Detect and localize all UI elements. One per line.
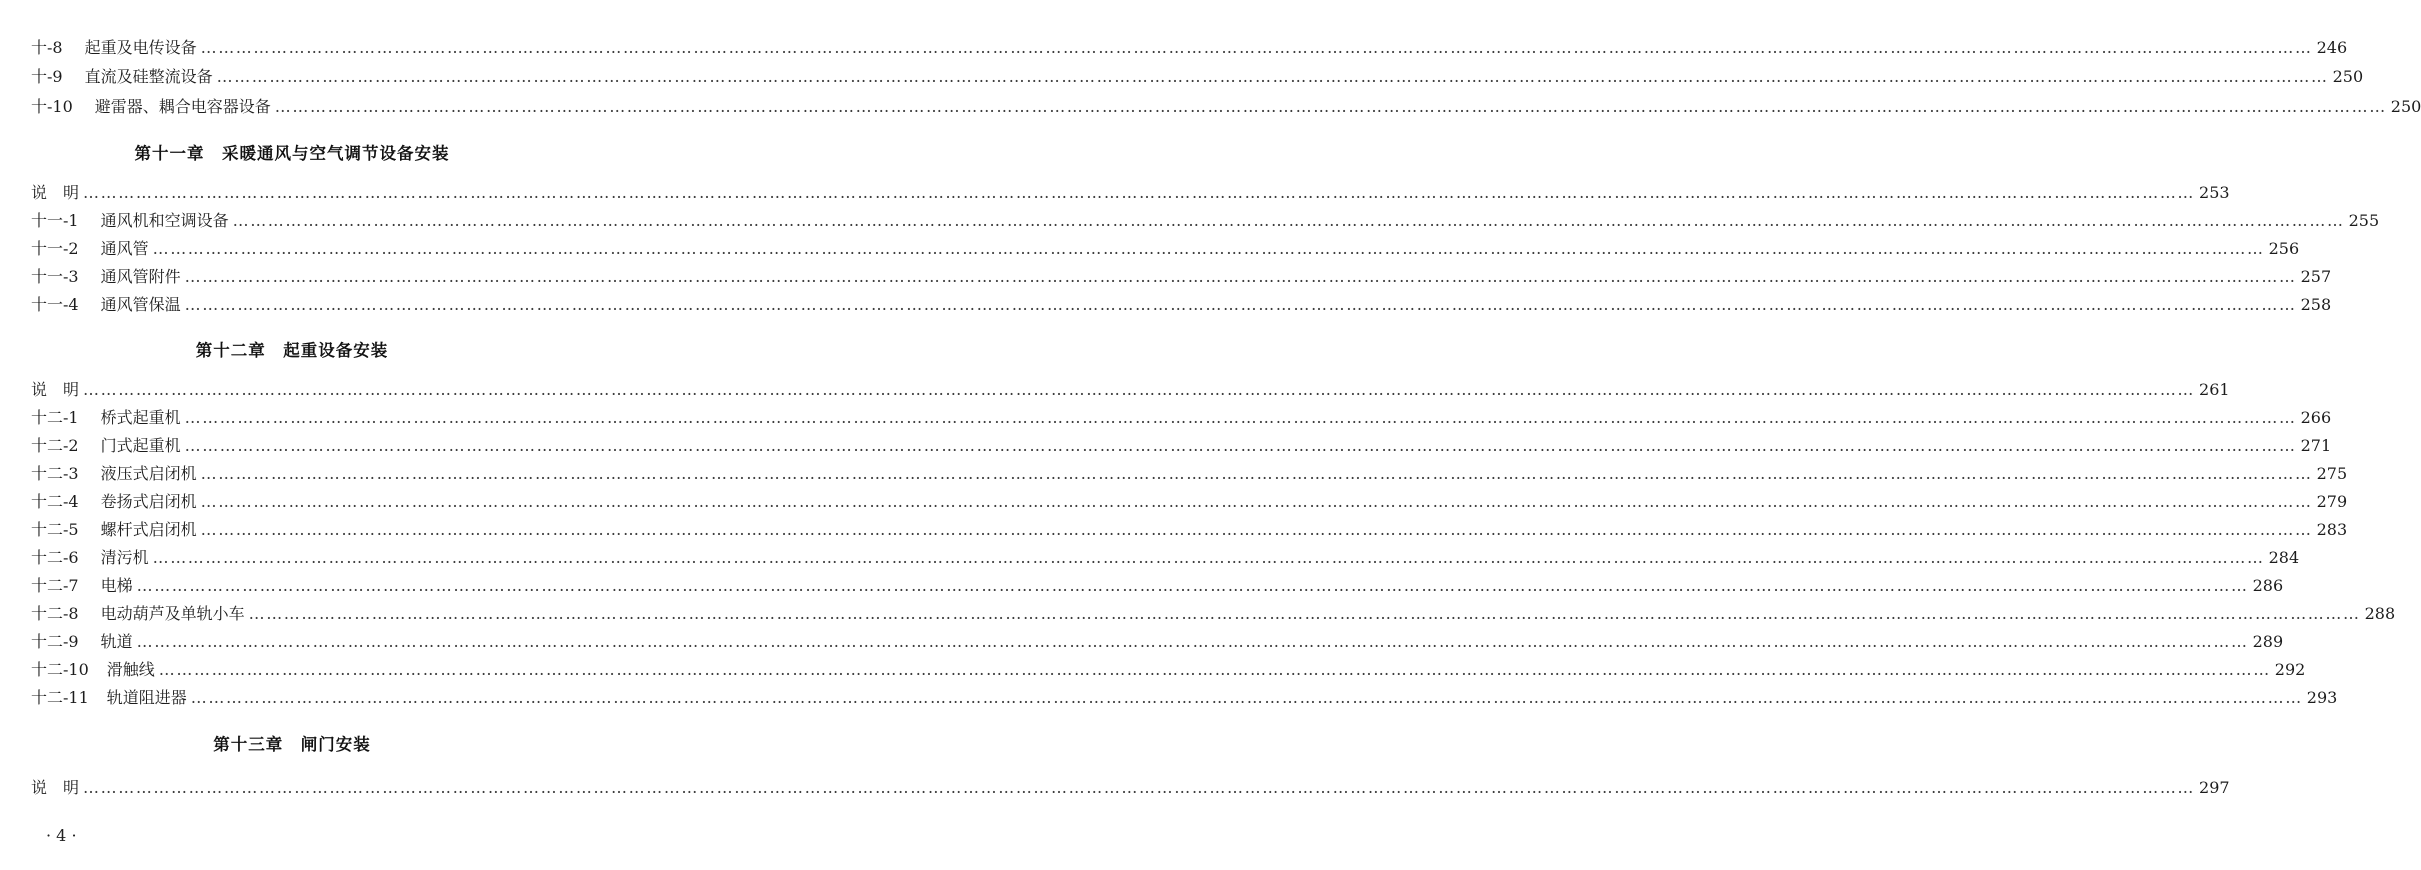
entry-number: 十一-2 [31, 239, 79, 258]
toc-entry [31, 600, 2396, 628]
entry-page-number: 256 [2268, 239, 2300, 258]
entry-page-number: 288 [2364, 604, 2396, 623]
chapter-heading: 第十一章 采暖通风与空气调节设备安装 [134, 144, 450, 163]
dot-leader: ……………………………………………………………………………………………………………………………………………………………………………………………………………………………………………………………………………………………………………………………… [200, 464, 2313, 483]
entry-title: 通风管 [100, 239, 149, 258]
entry-page-number: 253 [2199, 183, 2230, 202]
entry-title: 电梯 [100, 576, 133, 595]
entry-page-number: 250 [2332, 67, 2364, 86]
entry-title: 电动葫芦及单轨小车 [100, 604, 245, 623]
toc-entry [31, 404, 2332, 432]
chapter-heading: 第十三章 闸门安装 [213, 735, 371, 754]
toc-entry [31, 179, 2230, 207]
dot-leader: ……………………………………………………………………………………………………………………………………………………………………………………………………………………………………………………………………………………………………………………………… [184, 267, 2297, 286]
toc-entry [31, 263, 2332, 291]
dot-leader: ……………………………………………………………………………………………………………………………………………………………………………………………………………………………………………………………………………………………………………………………… [190, 688, 2303, 707]
dot-leader: ……………………………………………………………………………………………………………………………………………………………………………………………………………………………………………………………………………………………………………………………… [184, 408, 2297, 427]
entry-number: 十二-1 [31, 408, 79, 427]
entry-page-number: 292 [2274, 660, 2306, 679]
toc-entry [31, 656, 2306, 684]
dot-leader: ……………………………………………………………………………………………………………………………………………………………………………………………………………………………………………………………………………………………………………………………… [200, 38, 2313, 57]
toc-entry [31, 207, 2380, 235]
entry-title: 起重及电传设备 [84, 38, 197, 57]
entry-page-number: 293 [2306, 688, 2338, 707]
entry-title: 避雷器、耦合电容器设备 [94, 97, 271, 116]
entry-title: 通风机和空调设备 [100, 211, 229, 230]
page-number: · 4 · [46, 826, 77, 845]
entry-page-number: 266 [2300, 408, 2332, 427]
entry-page-number: 297 [2199, 778, 2230, 797]
dot-leader: ……………………………………………………………………………………………………………………………………………………………………………………………………………………………………………………………………………………………………………………………… [152, 239, 2265, 258]
entry-number: 十二-8 [31, 604, 79, 623]
entry-number: 十二-7 [31, 576, 79, 595]
dot-leader: ……………………………………………………………………………………………………………………………………………………………………………………………………………………………………………………………………………………………………………………………… [152, 548, 2265, 567]
entry-number: 十-10 [31, 97, 73, 116]
toc-entry [31, 460, 2348, 488]
entry-number: 十二-9 [31, 632, 79, 651]
entry-number: 十二-6 [31, 548, 79, 567]
dot-leader: ……………………………………………………………………………………………………………………………………………………………………………………………………………………………………………………………………………………………………………………………… [274, 97, 2387, 116]
entry-number: 十一-3 [31, 267, 79, 286]
toc-entry [31, 235, 2300, 263]
toc-entry [31, 34, 2348, 62]
entry-number: 说 明 [31, 183, 80, 202]
toc-entry [31, 516, 2348, 544]
entry-number: 十一-4 [31, 295, 79, 314]
entry-title: 螺杆式启闭机 [100, 520, 197, 539]
entry-number: 十二-5 [31, 520, 79, 539]
entry-page-number: 275 [2316, 464, 2348, 483]
entry-title: 清污机 [100, 548, 149, 567]
entry-number: 十二-10 [31, 660, 89, 679]
dot-leader: ……………………………………………………………………………………………………………………………………………………………………………………………………………………………………………………………………………………………………………………………… [184, 436, 2297, 455]
dot-leader: ……………………………………………………………………………………………………………………………………………………………………………………………………………………………………………………………………………………………………………………………… [248, 604, 2361, 623]
entry-page-number: 261 [2199, 380, 2230, 399]
dot-leader: ……………………………………………………………………………………………………………………………………………………………………………………………………………………………………………………………………………………………………………………………… [136, 576, 2249, 595]
dot-leader: ……………………………………………………………………………………………………………………………………………………………………………………………………………………………………………………………………………………………………………………………… [83, 778, 2196, 797]
toc-entry [31, 544, 2300, 572]
chapter-heading: 第十二章 起重设备安装 [195, 341, 389, 360]
entry-title: 门式起重机 [100, 436, 181, 455]
dot-leader: ……………………………………………………………………………………………………………………………………………………………………………………………………………………………………………………………………………………………………………………………… [200, 520, 2313, 539]
toc-entry [31, 432, 2332, 460]
entry-title: 通风管附件 [100, 267, 181, 286]
toc-entry [31, 628, 2284, 656]
toc-entry [31, 572, 2284, 600]
entry-number: 十二-3 [31, 464, 79, 483]
entry-page-number: 257 [2300, 267, 2332, 286]
entry-number: 说 明 [31, 380, 80, 399]
dot-leader: ……………………………………………………………………………………………………………………………………………………………………………………………………………………………………………………………………………………………………………………………… [216, 67, 2329, 86]
entry-page-number: 250 [2390, 97, 2421, 116]
dot-leader: ……………………………………………………………………………………………………………………………………………………………………………………………………………………………………………………………………………………………………………………………… [200, 492, 2313, 511]
entry-title: 轨道阻进器 [106, 688, 187, 707]
entry-number: 十二-4 [31, 492, 79, 511]
dot-leader: ……………………………………………………………………………………………………………………………………………………………………………………………………………………………………………………………………………………………………………………………… [158, 660, 2271, 679]
entry-page-number: 283 [2316, 520, 2348, 539]
entry-title: 轨道 [100, 632, 133, 651]
entry-number: 十二-2 [31, 436, 79, 455]
entry-title: 通风管保温 [100, 295, 181, 314]
entry-page-number: 289 [2252, 632, 2284, 651]
entry-page-number: 279 [2316, 492, 2348, 511]
entry-page-number: 246 [2316, 38, 2348, 57]
toc-entry [31, 684, 2338, 712]
entry-page-number: 286 [2252, 576, 2284, 595]
dot-leader: ……………………………………………………………………………………………………………………………………………………………………………………………………………………………………………………………………………………………………………………………… [184, 295, 2297, 314]
entry-page-number: 284 [2268, 548, 2300, 567]
entry-number: 十-8 [31, 38, 63, 57]
dot-leader: ……………………………………………………………………………………………………………………………………………………………………………………………………………………………………………………………………………………………………………………………… [83, 380, 2196, 399]
dot-leader: ……………………………………………………………………………………………………………………………………………………………………………………………………………………………………………………………………………………………………………………………… [83, 183, 2196, 202]
toc-entry [31, 63, 2364, 91]
entry-title: 滑触线 [106, 660, 155, 679]
entry-number: 说 明 [31, 778, 80, 797]
toc-entry [31, 291, 2332, 319]
toc-entry [31, 488, 2348, 516]
entry-number: 十二-11 [31, 688, 89, 707]
entry-page-number: 258 [2300, 295, 2332, 314]
dot-leader: ……………………………………………………………………………………………………………………………………………………………………………………………………………………………………………………………………………………………………………………………… [136, 632, 2249, 651]
entry-number: 十一-1 [31, 211, 79, 230]
entry-title: 卷扬式启闭机 [100, 492, 197, 511]
entry-number: 十-9 [31, 67, 63, 86]
entry-title: 液压式启闭机 [100, 464, 197, 483]
entry-title: 直流及硅整流设备 [84, 67, 213, 86]
entry-page-number: 255 [2348, 211, 2380, 230]
dot-leader: ……………………………………………………………………………………………………………………………………………………………………………………………………………………………………………………………………………………………………………………………… [232, 211, 2345, 230]
toc-entry [31, 376, 2230, 404]
entry-page-number: 271 [2300, 436, 2332, 455]
entry-title: 桥式起重机 [100, 408, 181, 427]
toc-entry [31, 93, 2421, 121]
toc-entry [31, 774, 2230, 802]
